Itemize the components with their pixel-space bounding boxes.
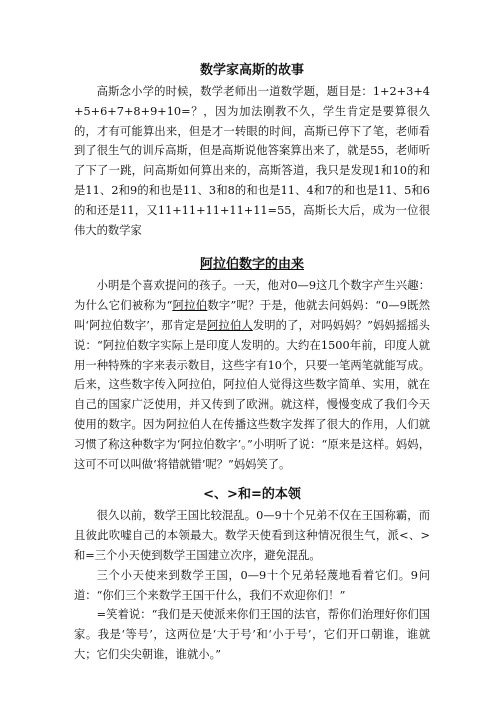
story2-text-3: 发明的了，对吗妈妈？”妈妈摇摇头说：“阿拉伯数字实际上是印度人发明的。大约在1500年前，印度人就用一种特殊的字来表示数目，这些字有10个，只要一笔两笔就能写成。后来，这些数字传入阿拉伯，阿拉伯人觉得这些数字简单、实用，就在自己的国家广泛使用，并又传到了欧洲。就这样，慢慢变成了我们今天使用的数字。因为阿拉伯人在传播这些数字发挥了很大的作用，人们就习惯了称这种数字为‘阿拉伯数字’。”小明听了说：“原来是这样。妈妈，这可不可以叫做‘将错就错’呢？”妈妈笑了。 <box>74 318 430 471</box>
story1-paragraph: 高斯念小学的时候，数学老师出一道数学题，题目是：1+2+3+4+5+6+7+8+9+10=？，因为加法刚教不久，学生肯定是要算很久的，才有可能算出来，但是才一转眼的时间，高斯已停下了笔，老师看到了很生气的训斥高斯，但是高斯说他答案算出来了，就是55，老师听了下了一跳，问高斯如何算出来的，高斯答道，我只是发现1和10的和是11、2和9的和也是11、3和8的和也是11、4和7的和也是11、5和6的和还是11，又11+11+11+11+11=55，高斯长大后，成为一位很伟大的数学家 <box>74 85 430 237</box>
story2-title: 阿拉伯数字的由来 <box>199 257 304 273</box>
story3-paragraph-2: 三个小天使来到数学王国，0—9十个兄弟轻蔑地看着它们。9问道：“你们三个来数学王国干什么，我们不欢迎你们！” <box>74 568 430 602</box>
story2-underlined-arab-people: 阿拉伯人 <box>207 318 253 332</box>
document-page <box>74 62 430 665</box>
story2-underlined-arab: 阿拉伯 <box>172 299 208 313</box>
story3-title: <、>和=的本领 <box>203 487 301 503</box>
story2-text-1: 小明是个喜欢提问的孩子。一天，他对0—9这几个数字产生兴趣：为什么它们被称为“ <box>74 279 430 313</box>
section-gap <box>74 474 430 486</box>
story2-paragraph <box>74 276 430 474</box>
story1-title: 数学家高斯的故事 <box>199 63 304 78</box>
story2-text-2: 数字”呢？于是，他就去问妈妈：“0—9既然叫‘阿拉伯数字’，那肯定是 <box>74 299 430 332</box>
story3-paragraph-3: =笑着说：“我们是天使派来你们王国的法官，帮你们治理好你们国家。我是‘等号’，这两位是‘大于号’和‘小于号’，它们开口朝谁，谁就大；它们尖尖朝谁，谁就小。” <box>74 608 430 661</box>
story3-paragraph-1: 很久以前，数学王国比较混乱。0—9十个兄弟不仅在王国称霸，而且彼此吹嘘自己的本领最大。数学天使看到这种情况很生气，派<、>和=三个小天使到数学王国建立次序，避免混乱。 <box>74 509 430 562</box>
section-gap <box>74 240 430 256</box>
